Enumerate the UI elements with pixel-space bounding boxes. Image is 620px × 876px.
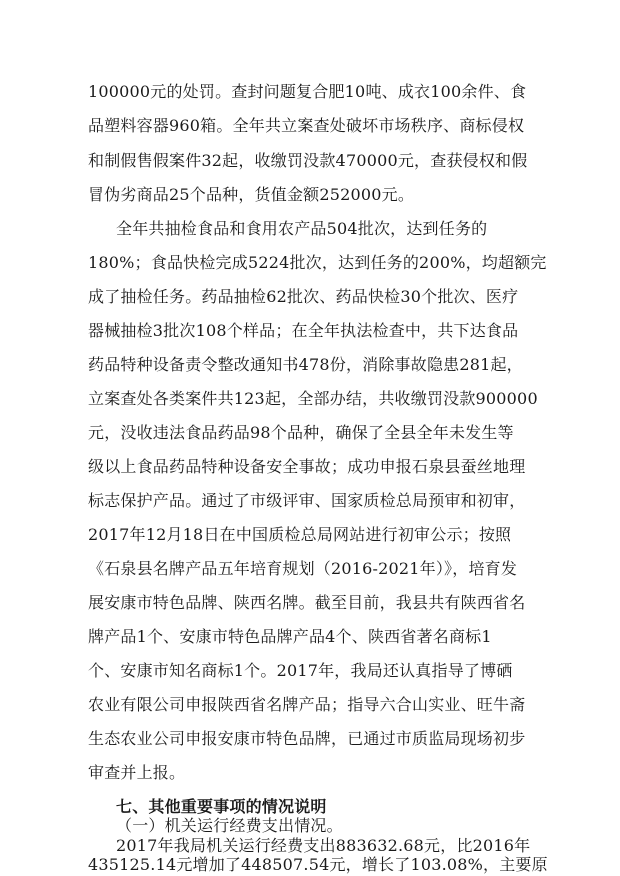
paragraph-2-line-8: 级以上食品药品特种设备安全事故；成功申报石泉县蚕丝地理: [88, 457, 526, 476]
paragraph-2-line-3: 成了抽检任务。药品抽检62批次、药品快检30个批次、医疗: [88, 287, 519, 306]
paragraph-2-line-2: 180%；食品快检完成5224批次，达到任务的200%，均超额完: [88, 253, 547, 272]
subsection-heading: （一）机关运行经费支出情况。: [116, 816, 343, 835]
paragraph-2-line-16: 生态农业公司申报安康市特色品牌，已通过市质监局现场初步: [88, 729, 526, 748]
paragraph-2-line-5: 药品特种设备责令整改通知书478份，消除事故隐患281起，: [88, 355, 523, 374]
paragraph-3-line-2: 435125.14元增加了448507.54元，增长了103.08%，主要原: [88, 855, 548, 874]
paragraph-2-line-6: 立案查处各类案件共123起，全部办结，共收缴罚没款900000: [88, 389, 538, 408]
paragraph-2-line-1: 全年共抽检食品和食用农产品504批次，达到任务的: [116, 219, 488, 238]
paragraph-2-line-13: 牌产品1个、安康市特色品牌产品4个、陕西省著名商标1: [88, 627, 492, 646]
paragraph-2-line-12: 展安康市特色品牌、陕西名牌。截至目前，我县共有陕西省名: [88, 593, 526, 612]
paragraph-3-line-1: 2017年我局机关运行经费支出883632.68元，比2016年: [116, 836, 531, 855]
paragraph-1-line-3: 和制假售假案件32起，收缴罚没款470000元，查获侵权和假: [88, 151, 528, 170]
paragraph-2-line-4: 器械抽检3批次108个样品；在全年执法检查中，共下达食品: [88, 321, 519, 340]
paragraph-2-line-15: 农业有限公司申报陕西省名牌产品；指导六合山实业、旺牛斋: [88, 695, 526, 714]
paragraph-2-line-11: 《石泉县名牌产品五年培育规划（2016-2021年）》，培育发: [88, 559, 518, 578]
paragraph-1-line-4: 冒伪劣商品25个品种，货值金额252000元。: [88, 185, 415, 204]
paragraph-2-line-9: 标志保护产品。通过了市级评审、国家质检总局预审和初审，: [88, 491, 526, 510]
section-heading: 七、其他重要事项的情况说明: [116, 797, 327, 816]
paragraph-2-line-10: 2017年12月18日在中国质检总局网站进行初审公示；按照: [88, 525, 512, 544]
paragraph-2-line-14: 个、安康市知名商标1个。2017年，我局还认真指导了博硒: [88, 661, 513, 680]
paragraph-2-line-17: 审查并上报。: [88, 763, 186, 782]
paragraph-1-line-2: 品塑料容器960箱。全年共立案查处破坏市场秩序、商标侵权: [88, 116, 525, 135]
paragraph-1-line-1: 100000元的处罚。查封问题复合肥10吨、成衣100余件、食: [88, 82, 527, 101]
paragraph-2-line-7: 元，没收违法食品药品98个品种，确保了全县全年未发生等: [88, 423, 514, 442]
